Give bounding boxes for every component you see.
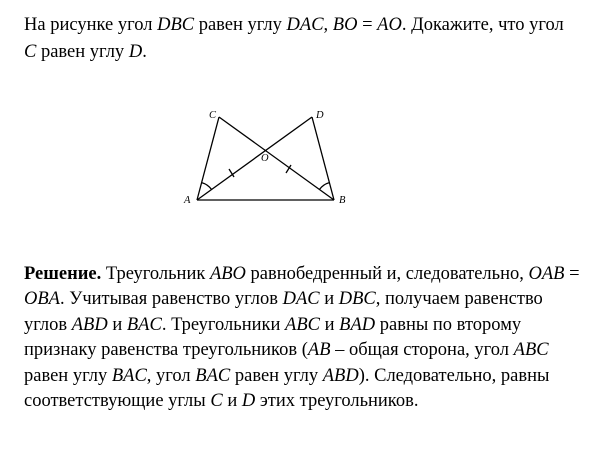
math-var: OAB: [528, 264, 565, 284]
label-c: C: [209, 110, 217, 121]
math-var: BO: [332, 15, 358, 35]
text-run: равны по второму признаку равенства треугольников (: [24, 314, 522, 361]
solution-heading: Решение.: [24, 264, 102, 284]
text-run: . Учитывая равенство углов: [59, 289, 283, 310]
solution-text: [24, 262, 580, 414]
text-run: и: [107, 314, 127, 335]
label-a: A: [184, 195, 191, 206]
math-var: ABO: [209, 264, 246, 284]
math-var: AO: [377, 15, 402, 35]
segment-bd: [312, 117, 334, 200]
text-run: , угол: [146, 365, 196, 386]
label-b: B: [339, 195, 346, 206]
text-run: равнобедренный и, следовательно,: [245, 264, 529, 284]
math-var: BAC: [111, 365, 147, 386]
text-run: . Треугольники: [161, 314, 286, 335]
math-var: C: [24, 42, 37, 62]
math-var: C: [210, 391, 223, 412]
angle-arc-b: [319, 183, 329, 190]
text-run: этих треугольников.: [255, 391, 419, 412]
text-run: и: [320, 314, 340, 335]
math-var: D: [128, 42, 143, 62]
math-var: ABD: [71, 314, 108, 335]
text-run: . Докажите, что угол: [401, 15, 564, 35]
angle-arc-a: [202, 183, 212, 190]
math-var: DAC: [282, 289, 320, 310]
segment-ad: [197, 117, 312, 200]
label-d: D: [316, 110, 324, 121]
text-run: и: [222, 391, 242, 412]
text-run: равен углу: [36, 42, 129, 62]
math-var: AB: [307, 340, 331, 361]
text-run: =: [357, 15, 378, 35]
text-run: равен углу: [230, 365, 323, 386]
text-run: , получаем равенство углов: [24, 289, 543, 335]
text-run: равен углу: [194, 15, 287, 35]
text-run: равен углу: [24, 365, 112, 386]
math-var: BAD: [339, 314, 376, 335]
text-run: На рисунке угол: [24, 15, 158, 35]
math-var: DBC: [157, 15, 195, 35]
math-var: DBC: [338, 289, 376, 310]
math-var: ABD: [322, 365, 359, 386]
math-var: BAC: [195, 365, 231, 386]
math-var: ABC: [513, 340, 549, 361]
math-var: D: [241, 391, 256, 412]
label-o: O: [261, 153, 269, 164]
math-var: BAC: [126, 314, 162, 335]
text-run: Треугольник: [101, 264, 210, 284]
text-run: .: [142, 42, 147, 62]
text-run: – общая сторона, угол: [330, 340, 514, 361]
text-run: ). Следовательно, равны соответствующие углы: [24, 365, 550, 412]
segment-cb: [219, 117, 334, 200]
segment-ac: [197, 117, 219, 200]
math-var: ABC: [285, 314, 320, 335]
math-var: OBA: [24, 289, 60, 310]
math-var: DAC: [286, 15, 324, 35]
text-run: ,: [323, 15, 333, 35]
text-run: =: [564, 264, 580, 284]
text-run: и: [319, 289, 339, 310]
